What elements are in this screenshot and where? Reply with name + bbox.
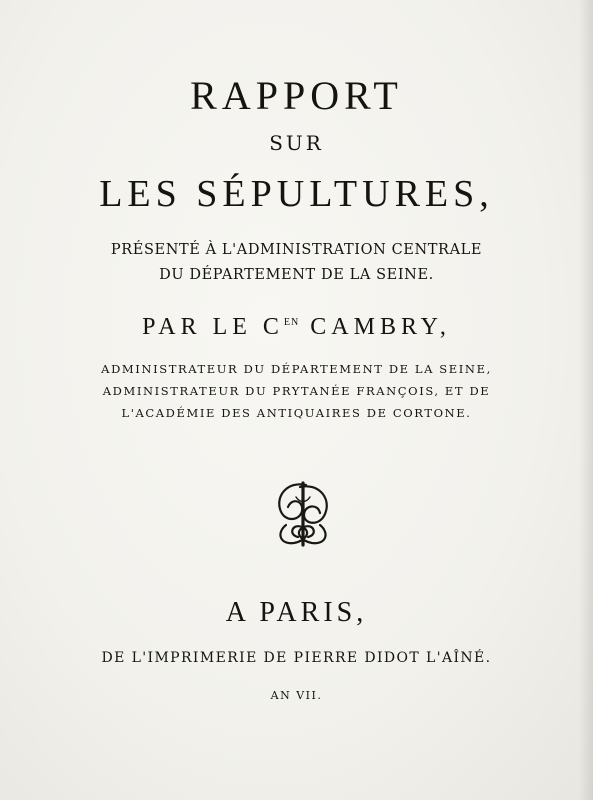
page-edge-shadow <box>579 0 593 800</box>
author-role-3: L'ACADÉMIE DES ANTIQUAIRES DE CORTONE. <box>121 406 472 420</box>
author-prefix: PAR LE C <box>142 314 284 340</box>
author-title-abbrev: EN <box>283 317 300 328</box>
presentation-line-1: PRÉSENTÉ À L'ADMINISTRATION CENTRALE <box>110 242 483 258</box>
author-name: CAMBRY, <box>310 314 451 340</box>
author-role-1: ADMINISTRATEUR DU DÉPARTEMENT DE LA SEINE, <box>101 362 492 376</box>
title-connector: SUR <box>269 131 324 155</box>
author-line <box>0 314 593 341</box>
author-role-2: ADMINISTRATEUR DU PRYTANÉE FRANÇOIS, ET DE <box>102 384 491 398</box>
printer-monogram-icon <box>266 477 340 551</box>
title-line-2: LES SÉPULTURES, <box>99 173 494 215</box>
imprint-year: AN VII. <box>270 689 323 702</box>
imprint-place: A PARIS, <box>225 597 368 628</box>
imprint-printer: DE L'IMPRIMERIE DE PIERRE DIDOT L'AÎNÉ. <box>101 650 492 666</box>
presentation-line-2: DU DÉPARTEMENT DE LA SEINE. <box>159 267 434 283</box>
title-line-1: RAPPORT <box>190 73 403 118</box>
